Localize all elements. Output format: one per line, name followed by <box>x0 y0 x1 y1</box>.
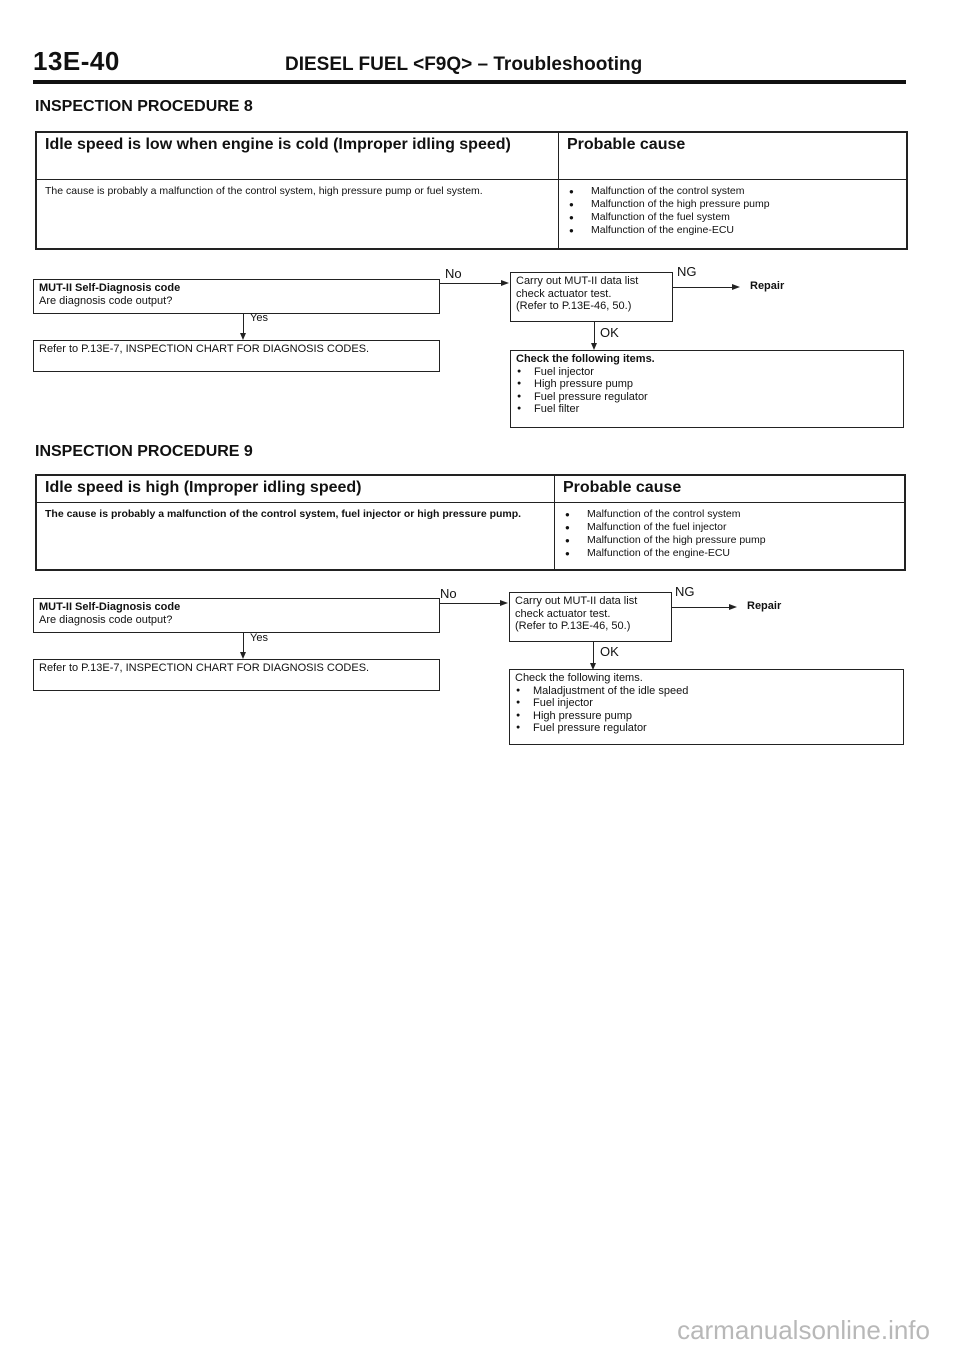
cause-item: ● Malfunction of the fuel injector <box>563 521 896 534</box>
diag-question: Are diagnosis code output? <box>39 294 173 307</box>
probable-cause-heading: Probable cause <box>555 475 906 503</box>
diag-title: MUT-II Self-Diagnosis code <box>39 282 181 294</box>
connector-ng <box>672 607 730 608</box>
connector-ng <box>673 287 733 288</box>
procedure-8-title: INSPECTION PROCEDURE 8 <box>35 98 253 115</box>
connector-yes <box>243 633 244 653</box>
cause-item: ● Malfunction of the high pressure pump <box>563 534 896 547</box>
title-rule <box>33 80 906 84</box>
cause-description: The cause is probably a malfunction of the control system, fuel injector or high pressure pump. <box>36 503 555 571</box>
cause-description: The cause is probably a malfunction of the control system, high pressure pump or fuel system. <box>36 180 559 250</box>
connector-yes <box>243 314 244 334</box>
diagnosis-code-box <box>33 598 440 633</box>
refer-chart-box: Refer to P.13E-7, INSPECTION CHART FOR DIAGNOSIS CODES. <box>33 659 440 691</box>
diag-question: Are diagnosis code output? <box>39 613 173 626</box>
carry-line-3: (Refer to P.13E-46, 50.) <box>516 300 632 312</box>
symptom-heading: Idle speed is high (Improper idling speed) <box>36 475 555 503</box>
check-item: ● High pressure pump <box>515 710 898 723</box>
check-item: ● Fuel injector <box>516 366 898 379</box>
connector-ok <box>593 642 594 664</box>
check-title: Check the following items. <box>515 672 643 684</box>
arrow-right-icon <box>500 600 508 606</box>
arrow-down-icon <box>240 333 246 340</box>
carry-line-3: (Refer to P.13E-46, 50.) <box>515 620 631 632</box>
cause-item: ● Malfunction of the control system <box>563 508 896 521</box>
cause-item: ● Malfunction of the engine-ECU <box>563 547 896 560</box>
arrow-down-icon <box>591 343 597 350</box>
carry-line-1: Carry out MUT-II data list <box>515 595 638 607</box>
check-item: ● Fuel pressure regulator <box>516 391 898 404</box>
repair-label: Repair <box>750 280 785 292</box>
symptom-heading: Idle speed is low when engine is cold (Improper idling speed) <box>36 132 559 180</box>
diag-title: MUT-II Self-Diagnosis code <box>39 601 181 613</box>
arrow-right-icon <box>501 280 509 286</box>
procedure-9-title: INSPECTION PROCEDURE 9 <box>35 443 253 460</box>
arrow-down-icon <box>240 652 246 659</box>
check-items-box <box>509 669 904 745</box>
procedure-9-cause-table <box>35 474 906 571</box>
check-title: Check the following items. <box>516 353 655 365</box>
procedure-8-cause-table <box>35 131 908 250</box>
probable-cause-list <box>559 180 908 250</box>
probable-cause-heading: Probable cause <box>559 132 908 180</box>
ng-label: NG <box>675 584 695 599</box>
page-number: 13E-40 <box>33 46 120 76</box>
data-list-box <box>509 592 672 642</box>
no-label: No <box>445 266 462 281</box>
data-list-box <box>510 272 673 322</box>
carry-line-1: Carry out MUT-II data list <box>516 275 639 287</box>
yes-label: Yes <box>250 632 268 644</box>
yes-label: Yes <box>250 312 268 324</box>
connector-no <box>440 603 501 604</box>
cause-item: ● Malfunction of the high pressure pump <box>567 198 898 211</box>
probable-cause-list <box>555 503 906 571</box>
connector-ok <box>594 322 595 344</box>
carry-line-2: check actuator test. <box>515 607 611 620</box>
connector-no <box>440 283 502 284</box>
check-item: ● Maladjustment of the idle speed <box>515 685 898 698</box>
watermark: carmanualsonline.info <box>677 1315 930 1345</box>
arrow-right-icon <box>732 284 740 290</box>
check-item: ● Fuel pressure regulator <box>515 722 898 735</box>
cause-item: ● Malfunction of the engine-ECU <box>567 224 898 237</box>
check-item: ● Fuel filter <box>516 403 898 416</box>
diagnosis-code-box <box>33 279 440 314</box>
refer-chart-box: Refer to P.13E-7, INSPECTION CHART FOR DIAGNOSIS CODES. <box>33 340 440 372</box>
page-title: DIESEL FUEL <F9Q> – Troubleshooting <box>285 54 643 75</box>
repair-label: Repair <box>747 600 782 612</box>
check-item: ● High pressure pump <box>516 378 898 391</box>
cause-item: ● Malfunction of the fuel system <box>567 211 898 224</box>
arrow-right-icon <box>729 604 737 610</box>
carry-line-2: check actuator test. <box>516 287 612 300</box>
cause-item: ● Malfunction of the control system <box>567 185 898 198</box>
check-item: ● Fuel injector <box>515 697 898 710</box>
ng-label: NG <box>677 264 697 279</box>
check-items-box <box>510 350 904 428</box>
ok-label: OK <box>600 325 619 340</box>
ok-label: OK <box>600 644 619 659</box>
no-label: No <box>440 586 457 601</box>
